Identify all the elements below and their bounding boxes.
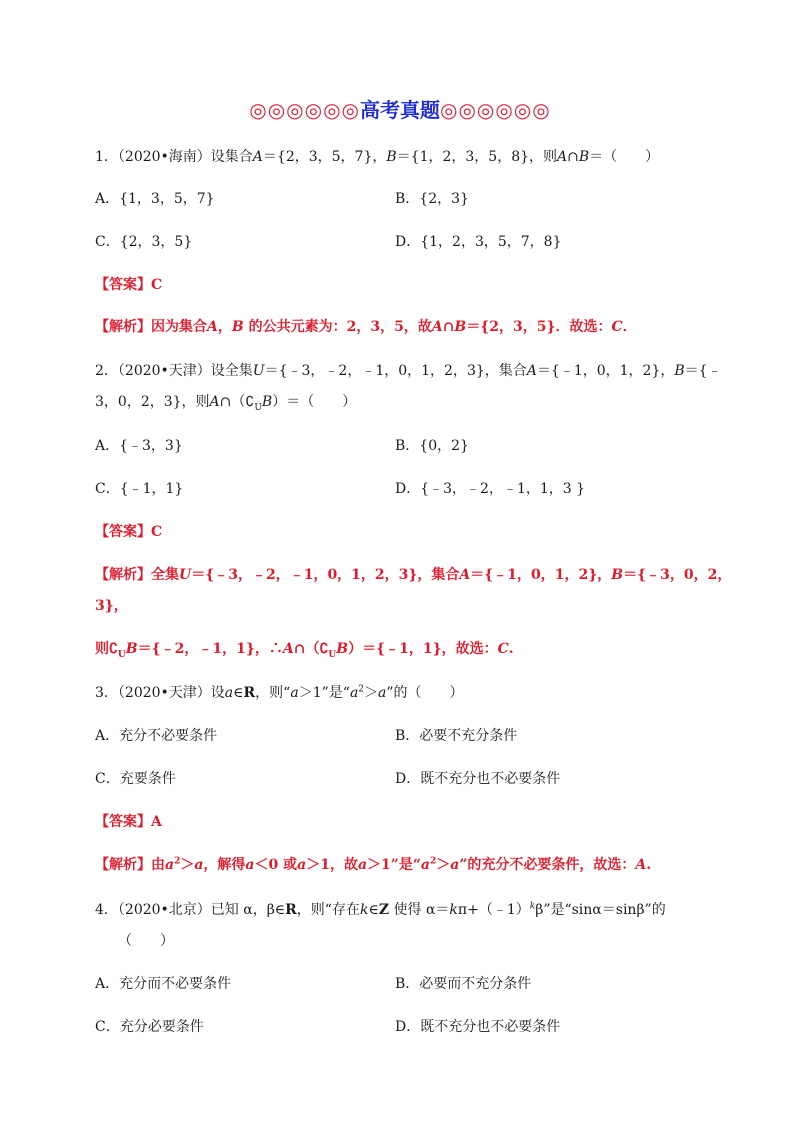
q2-answer: 【答案】C — [95, 524, 163, 540]
title-rings-left: ◎◎◎◎◎◎ — [249, 98, 360, 122]
q3-analysis: 【解析】由$a^2>a$，解得a＜0 或a＞1，故a＞1”是“$a^2>a$”的充分不必要条件，故选：A. — [95, 856, 652, 873]
q1-option-c[interactable]: C．{2，3，5} — [95, 234, 193, 250]
q3-option-d[interactable]: D．既不充分也不必要条件 — [395, 771, 561, 787]
q3-stem: 3．（2020•天津）设a∈R，则“a＞1”是“$a^2>a$”的（ ） — [95, 684, 464, 701]
q3-answer: 【答案】A — [95, 814, 162, 830]
q2-analysis-line3: 则$∁_UB=\{﹣2$，﹣1，1}，$\therefore A\cap(∁_UB)=\{﹣1$，1}，故选：C. — [95, 641, 514, 660]
q2-option-a[interactable]: A．{﹣3，3} — [95, 438, 183, 454]
q4-option-c[interactable]: C．充分必要条件 — [95, 1019, 204, 1035]
q4-option-b[interactable]: B．必要而不充分条件 — [395, 976, 532, 992]
q1-option-b[interactable]: B．{2，3} — [395, 191, 469, 207]
q3-option-a[interactable]: A．充分不必要条件 — [95, 728, 218, 744]
q4-stem-line1: 4．（2020•北京）已知 α，β∈R，则“存在k∈Z 使得 α＝kπ+（﹣1）$^k$β”是“sinα＝sinβ”的 — [95, 901, 666, 918]
q1-option-a[interactable]: A．{1，3，5，7} — [95, 191, 215, 207]
q2-stem-line1: 2．（2020•天津）设全集U＝{﹣3，﹣2，﹣1，0，1，2，3}，集合A＝{﹣1，0，1，2}，B＝{﹣ — [95, 363, 722, 379]
title-rings-right: ◎◎◎◎◎◎ — [440, 98, 551, 122]
title-text: 高考真题 — [360, 98, 440, 122]
page-title — [0, 94, 800, 123]
q2-stem-line2: 3，0，2，3}，则$A\cap(∁_UB)=$（ ） — [95, 394, 357, 413]
q2-option-c[interactable]: C．{﹣1，1} — [95, 481, 184, 497]
q3-option-c[interactable]: C．充要条件 — [95, 771, 176, 787]
q1-option-d[interactable]: D．{1，2，3，5，7，8} — [395, 234, 562, 250]
q1-analysis: 【解析】因为集合A，B 的公共元素为：2，3，5，故A∩B＝{2，3，5}．故选：C． — [95, 319, 637, 335]
q4-stem-line2: （ ） — [118, 933, 174, 949]
q2-analysis-line2: 3}， — [95, 598, 128, 614]
q1-answer: 【答案】C — [95, 277, 163, 293]
q4-option-a[interactable]: A．充分而不必要条件 — [95, 976, 232, 992]
q2-option-b[interactable]: B．{0，2} — [395, 438, 469, 454]
q2-analysis-line1: 【解析】全集U＝{﹣3，﹣2，﹣1，0，1，2，3}，集合A＝{﹣1，0，1，2}，B＝{﹣3，0，2， — [95, 567, 732, 583]
q1-stem: 1．（2020•海南）设集合A＝{2，3，5，7}，B＝{1，2，3，5，8}，则A∩B＝（ ） — [95, 149, 660, 165]
q2-option-d[interactable]: D．{﹣3，﹣2，﹣1，1，3 } — [395, 481, 586, 497]
q3-option-b[interactable]: B．必要不充分条件 — [395, 728, 518, 744]
q4-option-d[interactable]: D．既不充分也不必要条件 — [395, 1019, 561, 1035]
